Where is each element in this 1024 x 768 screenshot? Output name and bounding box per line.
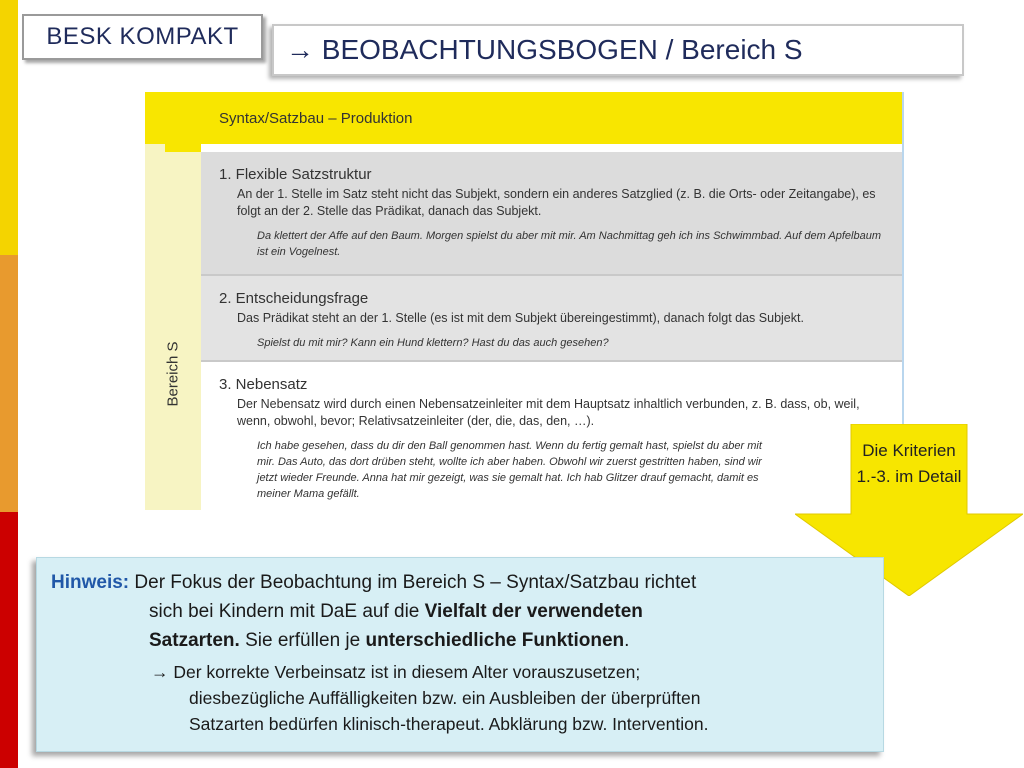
form-header-text: Syntax/Satzbau – Produktion bbox=[219, 109, 413, 127]
note-line-3 bbox=[51, 626, 883, 655]
color-strip-yellow bbox=[0, 0, 18, 255]
note-line-1 bbox=[51, 568, 883, 597]
section-title: 1. Flexible Satzstruktur bbox=[219, 166, 372, 183]
note-line-2 bbox=[51, 597, 883, 626]
note-box bbox=[36, 557, 884, 752]
form-side-label: Bereich S bbox=[164, 341, 182, 407]
arrow-callout-text: Die Kriterien 1.-3. im Detail bbox=[856, 441, 962, 486]
section-text: An der 1. Stelle im Satz steht nicht das Subjekt, sondern ein anderes Satzglied (z. B. die Orts- oder Zeitangabe), es folgt an der 2. Stelle das Prädikat, danach das Subjekt. bbox=[237, 187, 876, 218]
form-section-2 bbox=[201, 274, 904, 360]
note-line-2-text: sich bei Kindern mit DaE auf die bbox=[149, 601, 425, 622]
note-sub-line-3: Satzarten bedürfen klinisch-therapeut. Abklärung bzw. Intervention. bbox=[189, 714, 709, 734]
page-title-text: → BEOBACHTUNGSBOGEN / Bereich S bbox=[286, 34, 803, 65]
color-strip-orange bbox=[0, 255, 18, 512]
form-section-1 bbox=[201, 152, 904, 274]
note-emphasis-functions: unterschiedliche Funktionen bbox=[365, 630, 625, 651]
color-strip-red bbox=[0, 512, 18, 768]
note-emphasis-variety: Vielfalt der verwendeten bbox=[424, 601, 643, 622]
section-example: Ich habe gesehen, dass du dir den Ball genommen hast. Wenn du fertig gemalt hast, spielst du aber mit mir. Das Auto, das dort drüben steht, wollte ich aber haben. Obwohl wir zuerst gestritten haben, sind wir jetzt wieder Freunde. Anna hat mir gezeigt, was sie gemalt hat. Ich hab Glitzer drauf gemacht, damit es meiner Mama gefällt. bbox=[257, 440, 762, 500]
note-line-3-end: . bbox=[624, 630, 630, 651]
note-sub-line-2: diesbezügliche Auffälligkeiten bzw. ein Ausbleiben der überprüften bbox=[189, 688, 701, 708]
form-header bbox=[145, 92, 904, 144]
note-sub-line-1: → Der korrekte Verbeinsatz ist in diesem Alter vorauszusetzen; bbox=[151, 662, 641, 682]
note-line-1-text: Der Fokus der Beobachtung im Bereich S – Syntax/Satzbau richtet bbox=[129, 572, 697, 593]
section-example: Spielst du mit mir? Kann ein Hund klettern? Hast du das auch gesehen? bbox=[257, 337, 609, 349]
page-title bbox=[272, 24, 964, 76]
form-notch bbox=[165, 144, 201, 152]
note-label: Hinweis: bbox=[51, 572, 130, 593]
observation-form-image bbox=[145, 92, 904, 510]
section-label-text: BESK KOMPAKT bbox=[46, 23, 239, 50]
section-text: Das Prädikat steht an der 1. Stelle (es ist mit dem Subjekt übereingestimmt), danach folgt das Subjekt. bbox=[237, 311, 804, 325]
section-example: Da klettert der Affe auf den Baum. Morgen spielst du aber mit mir. Am Nachmittag geh ich ins Schwimmbad. Auf dem Apfelbaum ist ein Vogelnest. bbox=[257, 230, 882, 258]
section-title: 2. Entscheidungsfrage bbox=[219, 290, 369, 307]
section-title: 3. Nebensatz bbox=[219, 376, 308, 393]
form-side-bar bbox=[145, 144, 201, 510]
section-text: Der Nebensatz wird durch einen Nebensatzeinleiter mit dem Hauptsatz inhaltlich verbunden, z. B. dass, ob, weil, wenn, obwohl, bevor; Relativsatzeinleiter (der, die, das, den, …). bbox=[237, 397, 860, 428]
section-label bbox=[22, 14, 263, 60]
note-emphasis-sentence-types: Satzarten. bbox=[149, 630, 240, 651]
note-line-3-text: Sie erfüllen je bbox=[239, 630, 366, 651]
